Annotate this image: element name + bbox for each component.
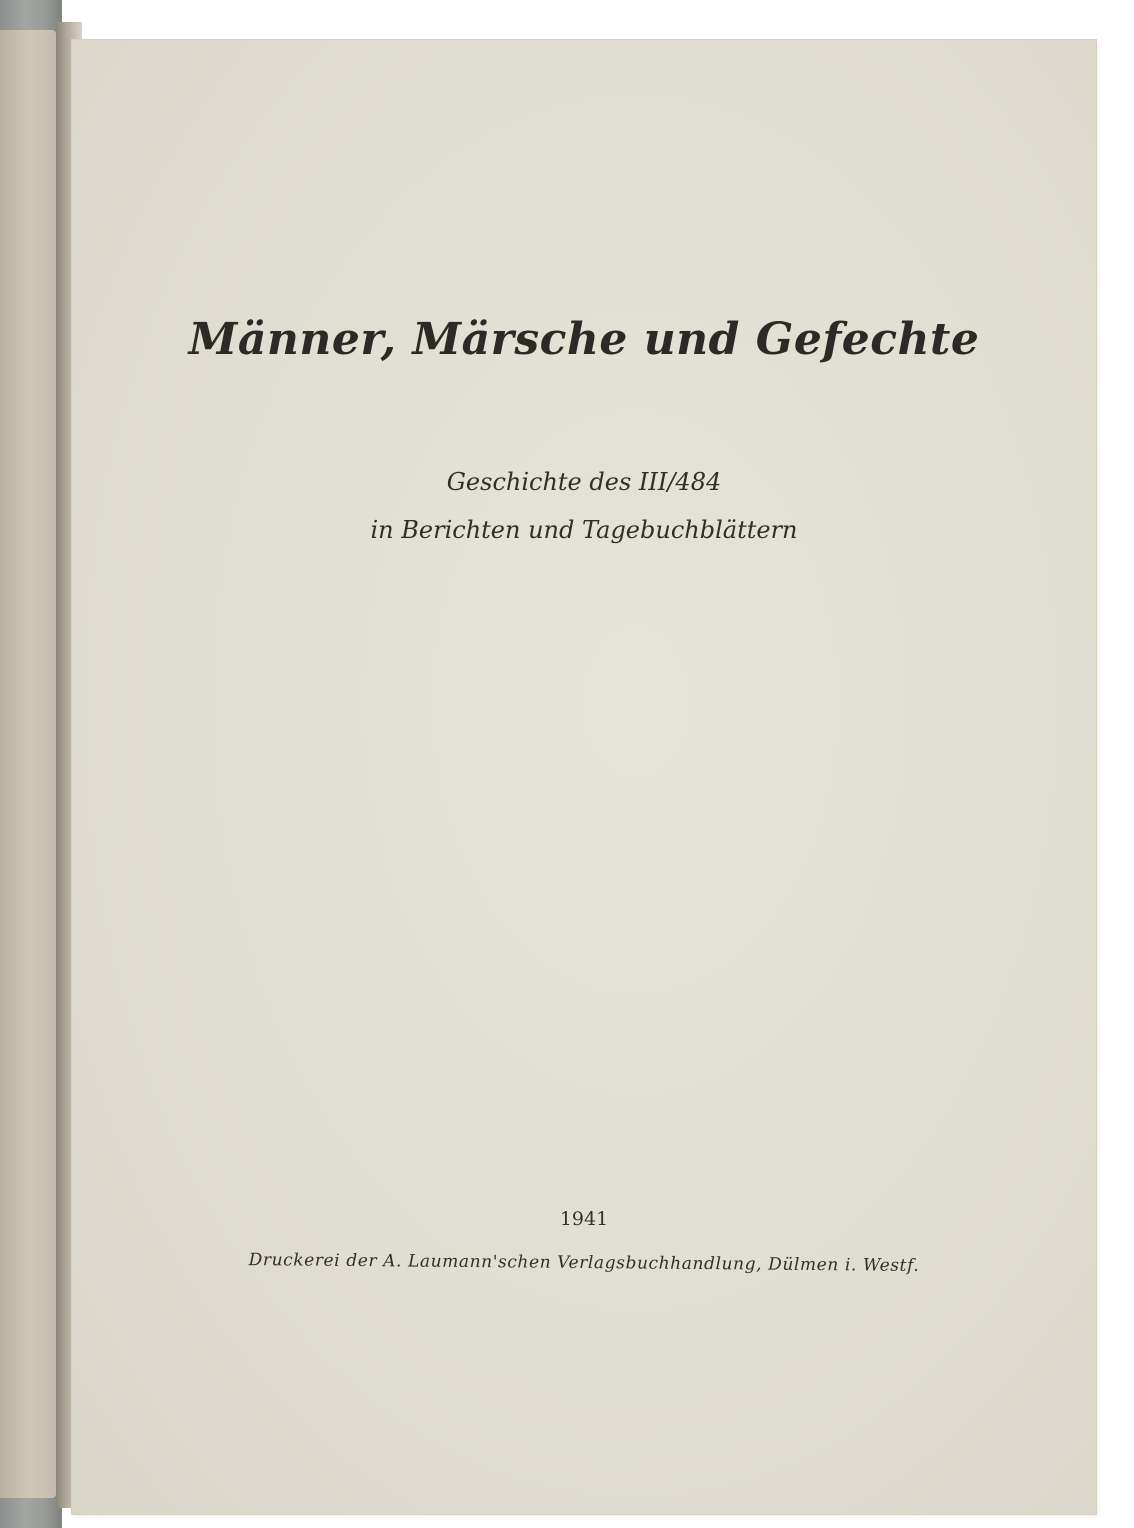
printer-imprint: Druckerei der A. Laumann'schen Verlagsbuchhandlung, Dülmen i. Westf. (248, 1250, 920, 1276)
left-page-sliver (0, 30, 56, 1498)
subtitle-line-2: in Berichten und Tagebuchblättern (370, 516, 798, 544)
book-title: Männer, Märsche und Gefechte (188, 314, 980, 365)
publication-year: 1941 (559, 1208, 609, 1230)
title-page (72, 40, 1096, 1514)
subtitle-line-1: Geschichte des III/484 (446, 468, 722, 496)
